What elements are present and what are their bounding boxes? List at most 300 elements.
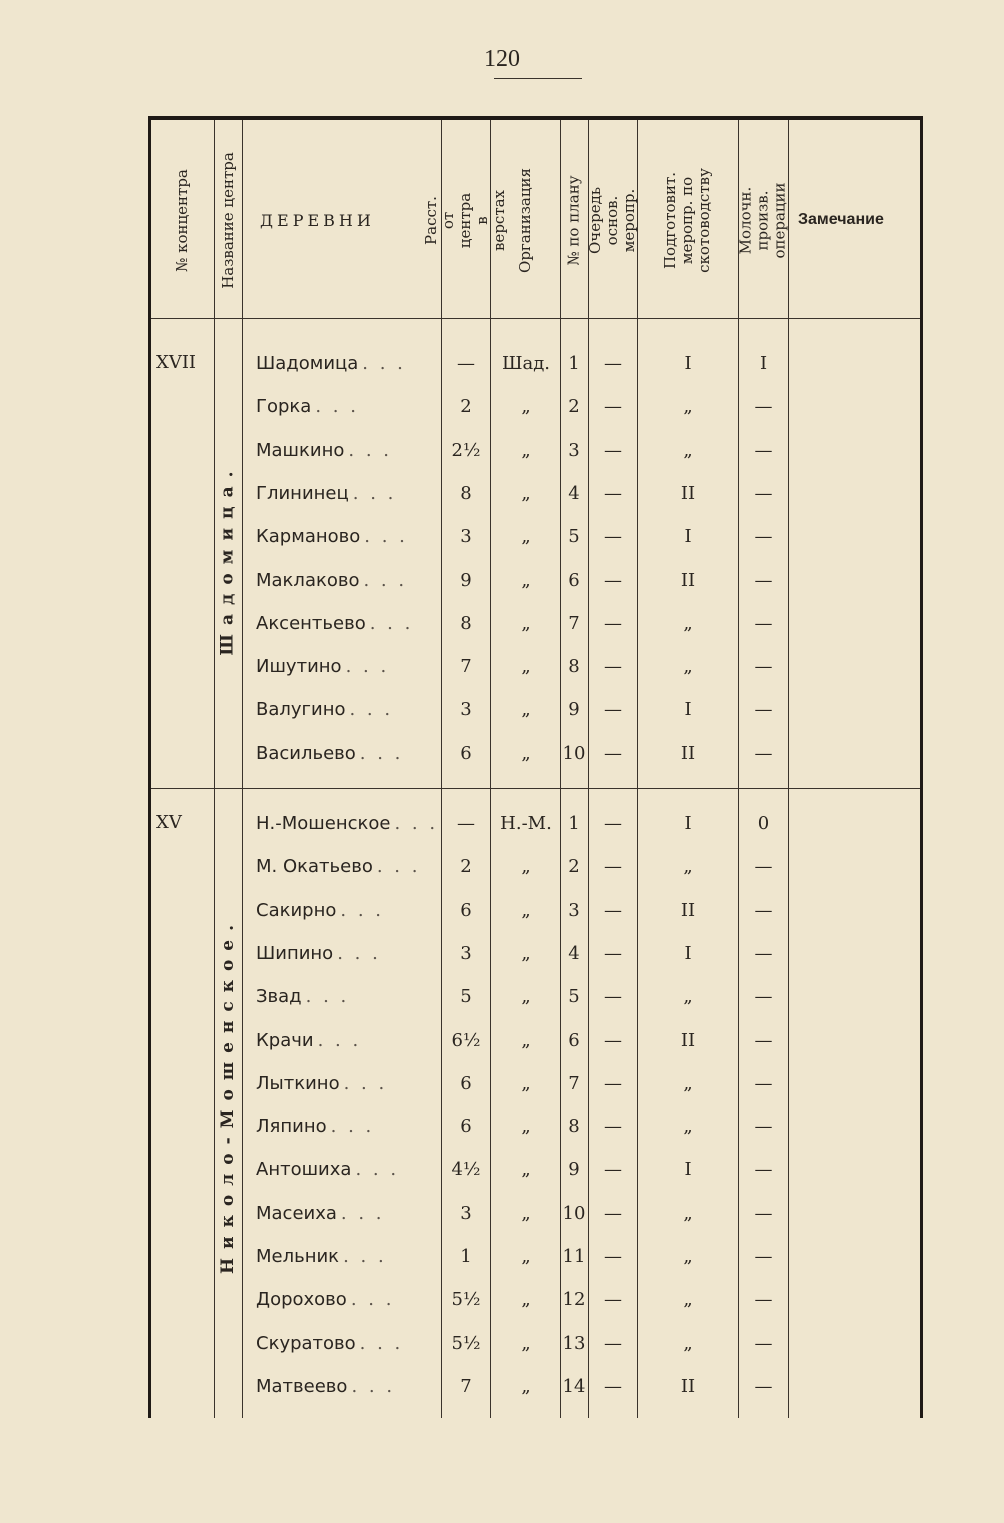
cell-value: 12 <box>562 1289 586 1311</box>
cell-distance <box>444 429 488 472</box>
cell-village <box>256 975 441 1018</box>
cell-value: „ <box>683 1202 693 1224</box>
leader-dots: . . . <box>337 942 381 964</box>
cell-value: 13 <box>562 1332 586 1354</box>
cell-dairy <box>739 1019 788 1062</box>
leader-dots: . . . <box>348 439 392 461</box>
cell-queue <box>589 1148 637 1191</box>
cell-value: „ <box>683 439 693 461</box>
cell-value: „ <box>521 526 531 548</box>
leader-dots: . . . <box>376 856 421 878</box>
cell-value: „ <box>683 1332 693 1354</box>
cell-value: — <box>754 1159 773 1181</box>
cell-value: 5 <box>568 986 580 1008</box>
leader-dots: . . . <box>363 569 408 591</box>
cell-village <box>256 559 441 602</box>
header-concentr-label: № концентра <box>173 168 192 272</box>
cell-dairy <box>739 429 788 472</box>
cell-village <box>256 732 441 775</box>
cell-value: — <box>604 1246 622 1267</box>
cell-org <box>493 845 559 888</box>
cell-value: 8 <box>568 1116 580 1138</box>
cell-distance <box>444 645 488 688</box>
cell-no <box>561 845 587 888</box>
cell-queue <box>589 1062 637 1105</box>
cell-value: „ <box>521 1202 531 1224</box>
cell-value: 8 <box>568 656 580 678</box>
cell-dairy <box>739 645 788 688</box>
cell-village <box>256 472 441 515</box>
cell-no <box>561 932 587 975</box>
cell-distance <box>444 1235 488 1278</box>
cell-village <box>256 1062 441 1105</box>
cell-value: — <box>754 439 773 461</box>
cell-distance <box>444 472 488 515</box>
cell-prep <box>638 889 738 932</box>
cell-value: 6 <box>460 1072 472 1094</box>
cell-value: 8 <box>460 612 472 634</box>
cell-value: — <box>604 1159 622 1181</box>
leader-dots: . . . <box>305 986 350 1008</box>
page-number-rule <box>494 78 582 79</box>
cell-value: 14 <box>562 1375 586 1397</box>
cell-value: 2 <box>460 856 472 878</box>
leader-dots: . . . <box>340 1202 385 1224</box>
cell-value: 5 <box>568 526 580 548</box>
table-top-rule <box>148 116 923 120</box>
header-villages: ДЕРЕВНИ <box>260 210 375 230</box>
cell-dairy <box>739 472 788 515</box>
cell-village <box>256 1105 441 1148</box>
cell-value: I <box>759 353 768 374</box>
cell-value: — <box>457 813 475 834</box>
cell-distance <box>444 559 488 602</box>
cell-village <box>256 845 441 888</box>
cell-value: 0 <box>757 813 770 834</box>
cell-value: II <box>680 742 696 764</box>
header-distance-label: Расст. от центра в верстах <box>422 189 509 251</box>
cell-value: — <box>604 742 622 764</box>
cell-prep <box>638 559 738 602</box>
cell-value: — <box>604 813 622 834</box>
leader-dots: . . . <box>317 1029 362 1051</box>
cell-org <box>493 602 559 645</box>
cell-village <box>256 1148 441 1191</box>
cell-value: 9 <box>568 699 580 721</box>
cell-distance <box>444 1105 488 1148</box>
village-name: Дорохово <box>256 1289 347 1311</box>
cell-value: — <box>604 699 622 721</box>
village-name: Васильево <box>256 742 356 764</box>
cell-queue <box>589 688 637 731</box>
cell-value: 5 <box>460 986 472 1008</box>
cell-value: 2½ <box>451 439 481 461</box>
cell-value: — <box>754 656 773 678</box>
leader-dots: . . . <box>343 1246 387 1267</box>
group-rule <box>151 788 920 789</box>
header-queue-label: Очередь основ. меропр. <box>586 186 639 254</box>
cell-value: — <box>604 1202 622 1224</box>
leader-dots: . . . <box>330 1116 375 1138</box>
cell-value: 2 <box>568 856 580 878</box>
header-organization <box>490 122 560 318</box>
cell-value: — <box>754 1332 773 1354</box>
cell-distance <box>444 342 488 385</box>
cell-value: I <box>684 526 692 548</box>
cell-value: — <box>754 612 773 634</box>
cell-queue <box>589 385 637 428</box>
cell-no <box>561 1192 587 1235</box>
cell-queue <box>589 1105 637 1148</box>
cell-distance <box>444 845 488 888</box>
cell-queue <box>589 1278 637 1321</box>
header-plan-no <box>560 122 588 318</box>
cell-dairy <box>739 1148 788 1191</box>
cell-distance <box>444 1278 488 1321</box>
cell-village <box>256 1365 441 1408</box>
village-name: Крачи <box>256 1029 314 1051</box>
header-queue <box>588 122 637 318</box>
village-name: Маклаково <box>256 569 360 591</box>
cell-value: 6 <box>460 742 472 764</box>
cell-no <box>561 975 587 1018</box>
cell-value: „ <box>521 656 531 678</box>
cell-village <box>256 802 441 845</box>
cell-dairy <box>739 688 788 731</box>
cell-prep <box>638 1019 738 1062</box>
cell-value: — <box>754 1202 773 1224</box>
cell-queue <box>589 429 637 472</box>
header-dairy <box>738 122 788 318</box>
center-name-label: Николо-Мошенское. <box>218 916 238 1275</box>
header-organization-label: Организация <box>515 167 534 273</box>
header-preparatory <box>637 122 738 318</box>
cell-distance <box>444 1322 488 1365</box>
leader-dots: . . . <box>351 1375 396 1397</box>
cell-org <box>493 1365 559 1408</box>
cell-value: „ <box>683 986 693 1008</box>
cell-queue <box>589 342 637 385</box>
cell-queue <box>589 559 637 602</box>
leader-dots: . . . <box>315 396 359 418</box>
cell-no <box>561 1019 587 1062</box>
cell-value: — <box>754 1375 773 1397</box>
concentr-number: XV <box>156 812 182 833</box>
cell-village <box>256 1322 441 1365</box>
concentr-number: XVII <box>156 352 197 373</box>
cell-value: „ <box>521 1159 531 1181</box>
cell-distance <box>444 1365 488 1408</box>
cell-prep <box>638 1062 738 1105</box>
cell-value: — <box>604 396 622 418</box>
cell-value: 4 <box>568 942 580 964</box>
cell-value: 3 <box>460 942 472 964</box>
cell-value: 5½ <box>451 1289 481 1311</box>
village-name: Антошиха <box>256 1159 352 1181</box>
cell-no <box>561 1105 587 1148</box>
cell-value: 10 <box>562 1202 586 1224</box>
cell-value: — <box>604 656 622 678</box>
cell-value: 11 <box>562 1246 586 1267</box>
header-center-name-label: Название центра <box>218 151 237 289</box>
cell-value: „ <box>521 1029 531 1051</box>
cell-queue <box>589 845 637 888</box>
cell-value: „ <box>521 482 531 504</box>
cell-org <box>493 688 559 731</box>
cell-value: — <box>754 699 773 721</box>
village-name: Скуратово <box>256 1332 356 1354</box>
center-name-label: Шадомица. <box>218 461 238 656</box>
village-name: Шадомица <box>256 353 359 374</box>
cell-org <box>493 515 559 558</box>
cell-value: 5½ <box>451 1332 481 1354</box>
cell-village <box>256 515 441 558</box>
header-dairy-label: Молочн. произв. операции <box>736 181 789 259</box>
village-table <box>148 116 923 1418</box>
cell-queue <box>589 472 637 515</box>
cell-org <box>493 732 559 775</box>
cell-org <box>493 429 559 472</box>
cell-prep <box>638 1278 738 1321</box>
cell-village <box>256 602 441 645</box>
cell-value: — <box>604 1072 622 1094</box>
cell-value: — <box>754 482 773 504</box>
leader-dots: . . . <box>369 612 414 634</box>
col-divider <box>242 120 243 1418</box>
cell-village <box>256 932 441 975</box>
cell-value: — <box>754 1289 773 1311</box>
cell-value: 1 <box>568 813 580 834</box>
leader-dots: . . . <box>359 1332 404 1354</box>
cell-queue <box>589 975 637 1018</box>
cell-no <box>561 1062 587 1105</box>
cell-value: I <box>684 1159 692 1181</box>
center-name-vertical <box>214 382 242 735</box>
cell-value: 6½ <box>451 1029 481 1051</box>
cell-prep <box>638 385 738 428</box>
cell-prep <box>638 342 738 385</box>
cell-queue <box>589 1019 637 1062</box>
cell-value: 3 <box>568 899 580 921</box>
cell-dairy <box>739 1278 788 1321</box>
cell-queue <box>589 1365 637 1408</box>
cell-value: — <box>604 899 622 921</box>
village-name: Звад <box>256 986 302 1008</box>
cell-value: „ <box>521 439 531 461</box>
cell-distance <box>444 1019 488 1062</box>
cell-dairy <box>739 932 788 975</box>
cell-dairy <box>739 1322 788 1365</box>
village-name: Матвеево <box>256 1375 348 1397</box>
cell-prep <box>638 472 738 515</box>
cell-value: I <box>684 813 692 834</box>
village-name: Ишутино <box>256 656 342 678</box>
cell-org <box>493 975 559 1018</box>
cell-value: 10 <box>562 742 586 764</box>
cell-distance <box>444 688 488 731</box>
village-name: Карманово <box>256 526 361 548</box>
cell-distance <box>444 602 488 645</box>
cell-value: — <box>604 439 622 461</box>
leader-dots: . . . <box>355 1159 400 1181</box>
cell-value: „ <box>521 699 531 721</box>
cell-value: 9 <box>568 1159 580 1181</box>
cell-value: — <box>457 353 475 374</box>
cell-queue <box>589 1192 637 1235</box>
cell-value: — <box>604 856 622 878</box>
cell-prep <box>638 845 738 888</box>
cell-value: 3 <box>460 699 472 721</box>
cell-value: „ <box>521 1072 531 1094</box>
cell-prep <box>638 1148 738 1191</box>
cell-org <box>493 889 559 932</box>
cell-value: I <box>684 699 692 721</box>
cell-distance <box>444 802 488 845</box>
cell-no <box>561 732 587 775</box>
cell-prep <box>638 975 738 1018</box>
cell-distance <box>444 515 488 558</box>
cell-value: 6 <box>568 1029 580 1051</box>
cell-value: 4½ <box>451 1159 481 1181</box>
cell-value: 7 <box>568 1072 580 1094</box>
leader-dots: . . . <box>350 1289 395 1311</box>
cell-no <box>561 385 587 428</box>
cell-org <box>493 645 559 688</box>
cell-value: — <box>604 482 622 504</box>
village-name: Н.-Мошенское <box>256 813 391 834</box>
cell-distance <box>444 385 488 428</box>
cell-value: — <box>604 526 622 548</box>
cell-value: 1 <box>568 353 580 374</box>
cell-prep <box>638 429 738 472</box>
cell-village <box>256 645 441 688</box>
cell-dairy <box>739 1192 788 1235</box>
cell-no <box>561 645 587 688</box>
cell-value: — <box>754 899 773 921</box>
cell-no <box>561 889 587 932</box>
cell-value: „ <box>521 1332 531 1354</box>
village-name: Лыткино <box>256 1072 340 1094</box>
cell-org <box>493 472 559 515</box>
cell-value: II <box>680 569 696 591</box>
center-name-vertical <box>214 862 242 1328</box>
cell-dairy <box>739 1365 788 1408</box>
cell-value: „ <box>683 1246 693 1267</box>
cell-dairy <box>739 889 788 932</box>
cell-no <box>561 1278 587 1321</box>
cell-value: „ <box>683 1116 693 1138</box>
cell-value: I <box>684 353 692 374</box>
cell-value: — <box>754 396 773 418</box>
leader-dots: . . . <box>340 899 384 921</box>
village-name: Глининец <box>256 482 349 504</box>
cell-value: — <box>604 1332 622 1354</box>
cell-org <box>493 1235 559 1278</box>
cell-value: II <box>680 1029 696 1051</box>
cell-org <box>493 932 559 975</box>
cell-prep <box>638 688 738 731</box>
cell-value: 2 <box>460 396 472 418</box>
cell-value: — <box>604 569 622 591</box>
village-name: Аксентьево <box>256 612 366 634</box>
cell-village <box>256 688 441 731</box>
header-preparatory-label: Подготовит. меропр. по скотоводству <box>661 167 714 273</box>
cell-value: 6 <box>460 899 472 921</box>
village-name: Валугино <box>256 699 346 721</box>
cell-dairy <box>739 385 788 428</box>
cell-no <box>561 1148 587 1191</box>
cell-prep <box>638 515 738 558</box>
cell-no <box>561 802 587 845</box>
cell-prep <box>638 1105 738 1148</box>
cell-value: „ <box>521 569 531 591</box>
cell-queue <box>589 889 637 932</box>
cell-value: 9 <box>460 569 472 591</box>
cell-dairy <box>739 1062 788 1105</box>
cell-value: — <box>604 1029 622 1051</box>
cell-queue <box>589 645 637 688</box>
cell-village <box>256 1278 441 1321</box>
cell-dairy <box>739 732 788 775</box>
cell-no <box>561 429 587 472</box>
cell-queue <box>589 515 637 558</box>
leader-dots: . . . <box>352 482 397 504</box>
cell-village <box>256 342 441 385</box>
village-name: Машкино <box>256 439 345 461</box>
cell-value: „ <box>683 612 693 634</box>
cell-no <box>561 1235 587 1278</box>
village-name: Мельник <box>256 1246 340 1267</box>
cell-distance <box>444 889 488 932</box>
cell-dairy <box>739 602 788 645</box>
cell-org <box>493 342 559 385</box>
cell-value: „ <box>521 1116 531 1138</box>
cell-village <box>256 385 441 428</box>
cell-org <box>493 1105 559 1148</box>
leader-dots: . . . <box>343 1072 388 1094</box>
leader-dots: . . . <box>349 699 394 721</box>
cell-queue <box>589 602 637 645</box>
cell-value: — <box>604 612 622 634</box>
cell-org <box>493 1278 559 1321</box>
cell-no <box>561 1322 587 1365</box>
cell-value: II <box>680 899 696 921</box>
cell-queue <box>589 1235 637 1278</box>
cell-village <box>256 889 441 932</box>
cell-distance <box>444 975 488 1018</box>
village-name: Шипино <box>256 942 334 964</box>
cell-dairy <box>739 975 788 1018</box>
cell-value: „ <box>521 1375 531 1397</box>
cell-value: — <box>604 942 622 964</box>
cell-value: „ <box>521 1246 531 1267</box>
village-name: Ляпино <box>256 1116 327 1138</box>
cell-value: „ <box>521 986 531 1008</box>
cell-value: „ <box>521 1289 531 1311</box>
cell-org <box>493 1019 559 1062</box>
cell-village <box>256 429 441 472</box>
cell-value: „ <box>521 856 531 878</box>
leader-dots: . . . <box>362 353 406 374</box>
cell-value: — <box>604 1375 622 1397</box>
cell-value: „ <box>683 1289 693 1311</box>
village-name: Масеиха <box>256 1202 337 1224</box>
cell-distance <box>444 932 488 975</box>
cell-value: — <box>754 986 773 1008</box>
cell-value: 8 <box>460 482 472 504</box>
cell-value: I <box>684 942 692 964</box>
cell-dairy <box>739 802 788 845</box>
